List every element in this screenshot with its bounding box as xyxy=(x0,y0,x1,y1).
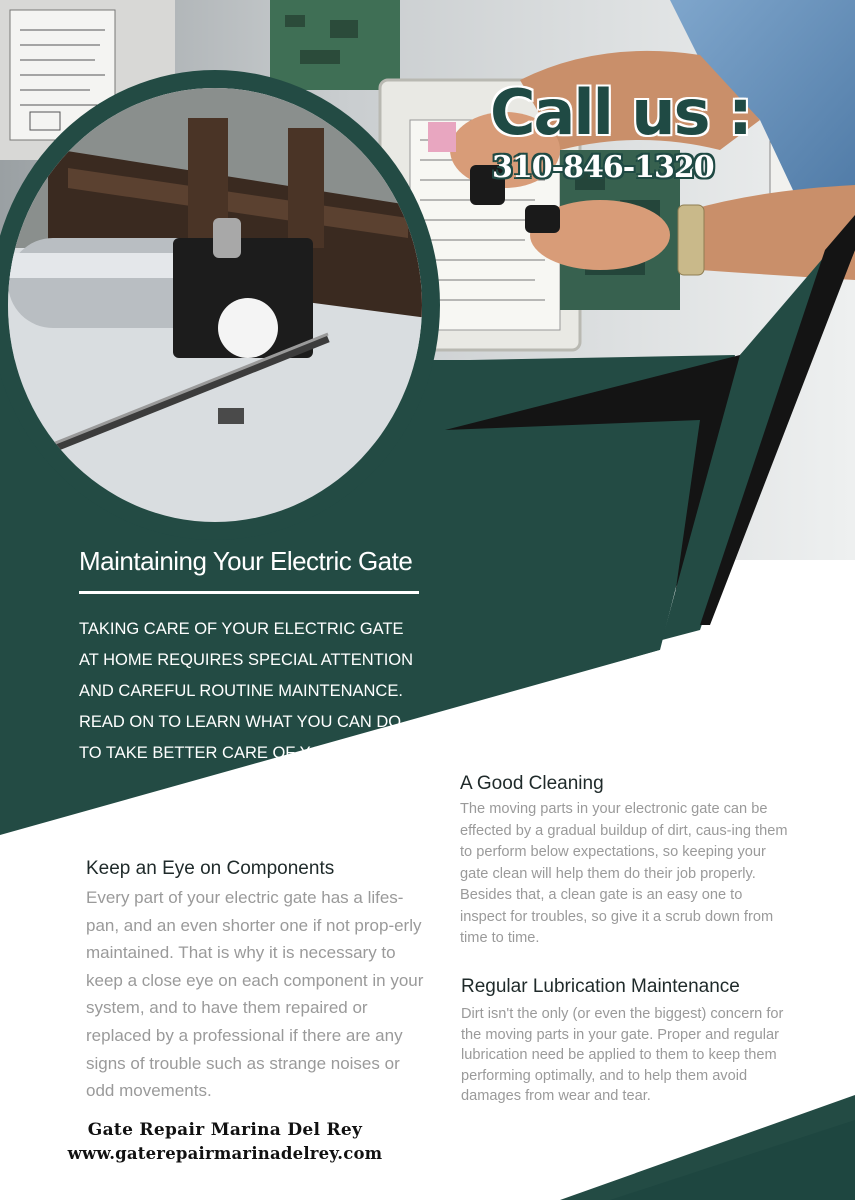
gate-motor-photo xyxy=(0,70,440,540)
section-body: Dirt isn't the only (or even the biggest) concern for the moving parts in your gate. Proper and regular lubrication need be applied to them to keep them performing optimally, and to help them avoid damages from wear and tear. xyxy=(461,1006,784,1104)
title-underline xyxy=(79,591,419,594)
call-us-banner xyxy=(490,76,830,185)
company-name: Gate Repair Marina Del Rey xyxy=(87,1120,363,1140)
section-heading: Regular Lubrication Maintenance xyxy=(461,976,740,997)
call-us-title: Call us : xyxy=(490,76,751,149)
section-body: The moving parts in your electronic gate can be effected by a gradual buildup of dirt, caus-ing them to perform below expectations, so keeping your gate clean will help them do their job properly. Besides that, a clean gate is an easy one to inspect for troubles, so give it a scrub down from time to time. xyxy=(460,801,788,946)
section-heading: Keep an Eye on Components xyxy=(86,858,335,879)
footer-brand xyxy=(40,1120,410,1163)
section-lubrication xyxy=(461,976,791,1107)
intro-text: TAKING CARE OF YOUR ELECTRIC GATE AT HOME REQUIRES SPECIAL ATTENTION AND CAREFUL ROUTINE MAINTENANCE. READ ON TO LEARN WHAT YOU CAN DO TO TAKE BETTER CARE OF YOUR UNIT. xyxy=(79,620,414,762)
section-heading: A Good Cleaning xyxy=(460,773,604,794)
section-cleaning xyxy=(460,773,790,950)
section-components xyxy=(86,858,431,1105)
page-title: Maintaining Your Electric Gate xyxy=(79,546,413,576)
website-link[interactable]: www.gaterepairmarinadelrey.com xyxy=(67,1144,383,1163)
section-body: Every part of your electric gate has a lifes-pan, and an even shorter one if not prop-erly maintained. That is why it is necessary to keep a close eye on each component in your system, and to have them repaired or replaced by a professional if there are any signs of trouble such as strange noises or odd movements. xyxy=(86,888,424,1101)
phone-number[interactable]: 310-846-1320 xyxy=(492,150,714,185)
